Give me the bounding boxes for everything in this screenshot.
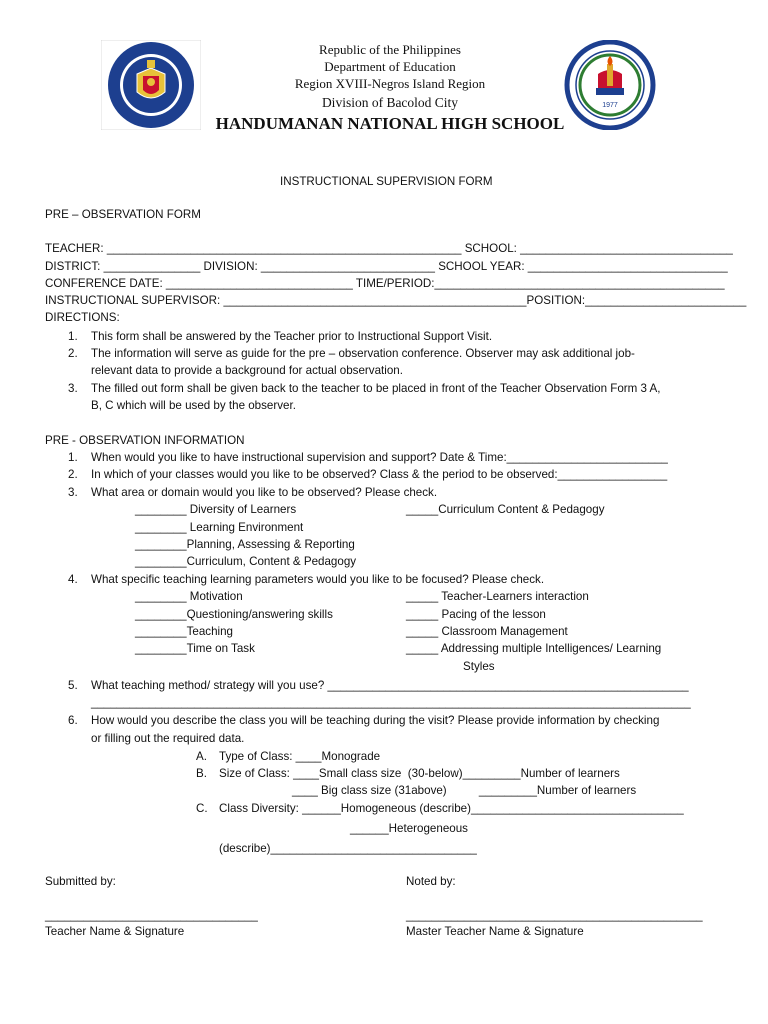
question-number: 1. (68, 451, 78, 464)
direction-number: 1. (68, 330, 78, 343)
header-region: Region XVIII-Negros Island Region (294, 76, 486, 91)
teacher-signature-caption: Teacher Name & Signature (45, 925, 185, 938)
parameter-option: ________Questioning/answering skills (135, 608, 333, 621)
question-number: 3. (68, 486, 78, 499)
header-department: Department of Education (324, 59, 456, 74)
question-text: What area or domain would you like to be observed? Please check. (91, 486, 438, 499)
parameter-option: ________ Motivation (135, 590, 243, 603)
parameter-option: _____ Addressing multiple Intelligences/ Learning (406, 642, 662, 655)
question-number: 4. (68, 573, 78, 586)
class-item-letter: C. (196, 802, 208, 815)
deped-seal-logo (101, 40, 201, 130)
question-text: What specific teaching learning parameters would you like to be focused? Please check. (91, 573, 545, 586)
question-text: When would you like to have instructional supervision and support? Date & Time:_________________________ (91, 451, 668, 464)
teacher-signature-line: _________________________________ (45, 909, 258, 922)
question-text-cont: or filling out the required data. (91, 732, 245, 745)
domain-option: ________ Diversity of Learners (135, 503, 297, 516)
direction-text-cont: B, C which will be used by the observer. (91, 399, 296, 412)
form-title: INSTRUCTIONAL SUPERVISION FORM (280, 175, 493, 188)
question-answer-line: _____________________________________________________________________________________________ (91, 696, 691, 709)
direction-number: 2. (68, 347, 78, 360)
field-row-district-division-year: DISTRICT: _______________ DIVISION: ___________________________ SCHOOL YEAR: _______________________________ (45, 260, 728, 273)
header-division: Division of Bacolod City (321, 95, 459, 110)
question-number: 2. (68, 468, 78, 481)
parameter-option: ________Teaching (135, 625, 233, 638)
question-number: 5. (68, 679, 78, 692)
class-item-letter: B. (196, 767, 207, 780)
domain-option: ________Planning, Assessing & Reporting (135, 538, 355, 551)
domain-option: ________ Learning Environment (135, 521, 304, 534)
field-row-supervisor-position: INSTRUCTIONAL SUPERVISOR: _______________________________________________POSITION:_________________________ (45, 294, 747, 307)
domain-option: _____Curriculum Content & Pedagogy (406, 503, 605, 516)
question-number: 6. (68, 714, 78, 727)
direction-text: This form shall be answered by the Teacher prior to Instructional Support Visit. (91, 330, 493, 343)
header-school-name: HANDUMANAN NATIONAL HIGH SCHOOL (215, 114, 565, 133)
header-republic: Republic of the Philippines (319, 42, 461, 57)
question-text: What teaching method/ strategy will you use? ________________________________________________________ (91, 679, 689, 692)
noted-by-label: Noted by: (406, 875, 456, 888)
question-text: How would you describe the class you will be teaching during the visit? Please provide information by checking (91, 714, 660, 727)
submitted-by-label: Submitted by: (45, 875, 116, 888)
class-item-letter: A. (196, 750, 207, 763)
direction-number: 3. (68, 382, 78, 395)
direction-text-cont: relevant data to provide a background for actual observation. (91, 364, 403, 377)
parameter-option: _____ Pacing of the lesson (406, 608, 546, 621)
master-teacher-signature-line: ______________________________________________ (406, 909, 703, 922)
directions-label: DIRECTIONS: (45, 311, 120, 324)
class-diversity-line: Class Diversity: ______Homogeneous (describe)_________________________________ (219, 802, 684, 815)
parameter-option: _____ Classroom Management (406, 625, 568, 638)
form-subtitle: PRE – OBSERVATION FORM (45, 208, 201, 221)
question-text: In which of your classes would you like to be observed? Class & the period to be observed:_________________ (91, 468, 668, 481)
parameter-option-cont: Styles (463, 660, 495, 673)
domain-option: ________Curriculum, Content & Pedagogy (135, 555, 357, 568)
class-type-line: Type of Class: ____Monograde (219, 750, 381, 763)
field-row-teacher-school: TEACHER: _______________________________________________________ SCHOOL: _________________________________ (45, 242, 733, 255)
class-diversity-hetero: ______Heterogeneous (350, 822, 468, 835)
info-label: PRE - OBSERVATION INFORMATION (45, 434, 245, 447)
direction-text: The filled out form shall be given back to the teacher to be placed in front of the Teacher Observation Form 3 A, (91, 382, 661, 395)
class-size-line-2: ____ Big class size (31above) _________Number of learners (292, 784, 637, 797)
class-size-line: Size of Class: ____Small class size (30-below)_________Number of learners (219, 767, 620, 780)
master-teacher-signature-caption: Master Teacher Name & Signature (406, 925, 584, 938)
parameter-option: ________Time on Task (135, 642, 255, 655)
direction-text: The information will serve as guide for the pre – observation conference. Observer may ask additional job- (91, 347, 635, 360)
parameter-option: _____ Teacher-Learners interaction (406, 590, 589, 603)
class-diversity-describe: (describe)________________________________ (219, 842, 477, 855)
school-seal-year: 1977 (602, 102, 618, 109)
field-row-conference-time: CONFERENCE DATE: _____________________________ TIME/PERIOD:_____________________________________________ (45, 277, 725, 290)
